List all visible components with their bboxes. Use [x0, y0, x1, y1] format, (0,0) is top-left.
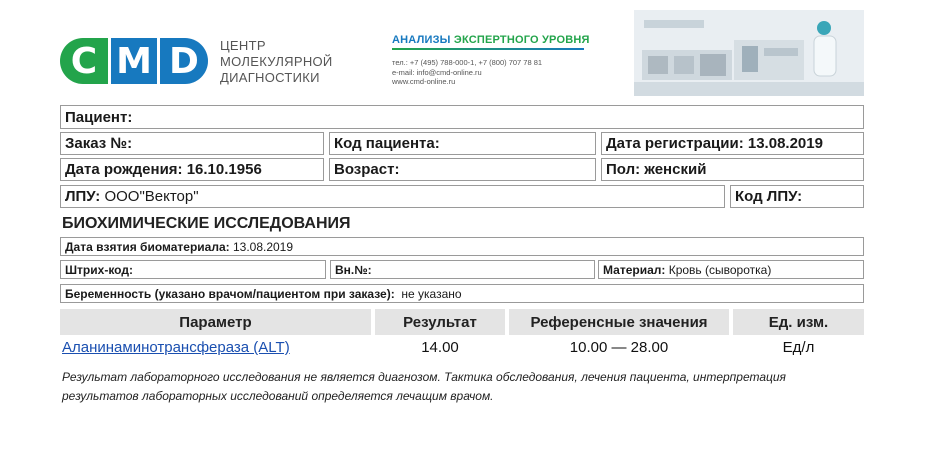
- column-header-result: Результат: [375, 309, 505, 335]
- age-field: Возраст:: [329, 158, 596, 181]
- sample-date-field: Дата взятия биоматериала: 13.08.2019: [60, 237, 864, 256]
- lpu-field: ЛПУ: ООО"Вектор": [60, 185, 725, 208]
- column-header-parameter: Параметр: [60, 309, 371, 335]
- logo-letter-d: D: [160, 38, 208, 84]
- logo-letter-c: C: [60, 38, 108, 84]
- unit-value: Ед/л: [782, 339, 815, 356]
- parameter-link[interactable]: Аланинаминотрансфераза (ALT): [62, 339, 290, 356]
- contact-phone: тел.: +7 (495) 788-000-1, +7 (800) 707 78 81: [392, 58, 543, 67]
- contacts: [392, 58, 542, 87]
- disclaimer-note: Результат лабораторного исследования не является диагнозом. Тактика обследования, лечения пациента, интерпретация результатов лабораторных исследований определяется лечащим врачом.: [62, 370, 786, 403]
- result-value: 14.00: [421, 339, 459, 356]
- contact-email: e-mail: info@cmd-online.ru: [392, 67, 482, 77]
- reference-range: 10.00 — 28.00: [569, 339, 669, 356]
- birth-date-field: Дата рождения: 16.10.1956: [60, 158, 324, 181]
- patient-code-field: Код пациента:: [329, 132, 596, 155]
- laboratory-photo: [634, 10, 864, 96]
- patient-field: Пациент:: [60, 105, 864, 129]
- registration-date-field: Дата регистрации: 13.08.2019: [601, 132, 864, 155]
- internal-number-field: Вн.№:: [330, 260, 595, 279]
- column-header-reference: Референсные значения: [509, 309, 729, 335]
- material-field: Материал: Кровь (сыворотка): [598, 260, 864, 279]
- section-title: БИОХИМИЧЕСКИЕ ИССЛЕДОВАНИЯ: [62, 215, 351, 232]
- barcode-field: Штрих-код:: [60, 260, 326, 279]
- contact-website: www.cmd-online.ru: [392, 77, 456, 86]
- lpu-code-field: Код ЛПУ:: [730, 185, 864, 208]
- tagline-divider: [392, 48, 584, 50]
- column-header-unit: Ед. изм.: [733, 309, 864, 335]
- tagline: АНАЛИЗЫ ЭКСПЕРТНОГО УРОВНЯ: [392, 34, 590, 46]
- cmd-logo: [60, 38, 208, 84]
- center-name: ЦЕНТР МОЛЕКУЛЯРНОЙ ДИАГНОСТИКИ: [220, 38, 333, 85]
- logo-letter-m: M: [111, 38, 157, 84]
- order-number-field: Заказ №:: [60, 132, 324, 155]
- sex-field: Пол: женский: [601, 158, 864, 181]
- pregnancy-field: Беременность (указано врачом/пациентом при заказе): не указано: [60, 284, 864, 303]
